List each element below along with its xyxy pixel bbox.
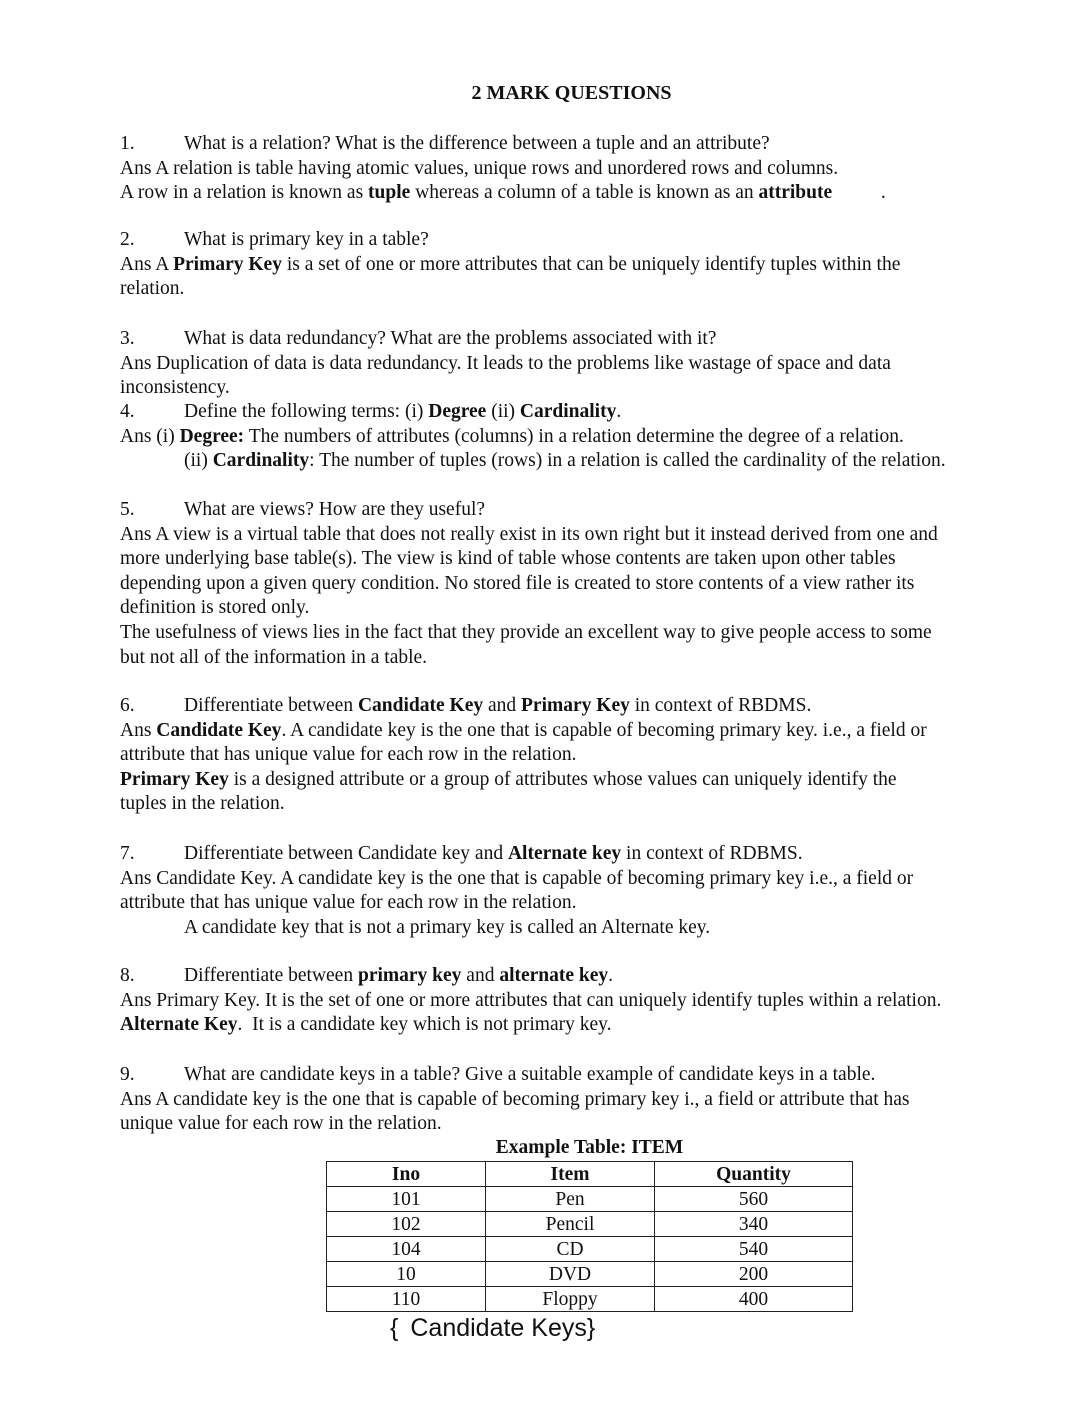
question-line [120,1063,1030,1088]
answer-line: (ii) Cardinality: The number of tuples (rows) in a relation is called the cardinality of the relation. [184,450,946,472]
question-line [120,964,1030,989]
question-number: 8. [120,965,135,986]
term-tuple: tuple [368,182,411,204]
question-number: 2. [120,229,135,250]
cell-quantity: 540 [655,1237,853,1262]
answer-line: depending upon a given query condition. No stored file is created to store contents of a view rather its [120,572,915,594]
answer-line: attribute that has unique value for each row in the relation. [120,892,577,914]
cell-ino: 102 [327,1212,486,1237]
answer-line: Ans A relation is table having atomic values, unique rows and unordered rows and columns. [120,157,839,179]
question-number: 6. [120,695,135,716]
question-line [120,498,1030,523]
question-text: What are views? How are they useful? [184,499,486,520]
question-text: Differentiate between primary key and alternate key. [184,965,614,986]
table-row [327,1212,853,1237]
question-text: Differentiate between Candidate key and Alternate key in context of RDBMS. [184,843,803,864]
question-line [120,842,1030,867]
question-text: Differentiate between Candidate Key and Primary Key in context of RBDMS. [184,695,812,716]
term-attribute: attribute [758,182,833,204]
cell-item: Pencil [486,1212,655,1237]
question-number: 4. [120,401,135,422]
answer-line: Primary Key is a designed attribute or a group of attributes whose values can uniquely identify the [120,768,897,790]
answer-line: Ans (i) Degree: The numbers of attributes (columns) in a relation determine the degree of a relation. [120,425,904,447]
answer-line: Ans Primary Key. It is the set of one or more attributes that can uniquely identify tuples within a relation. [120,989,942,1011]
cell-quantity: 400 [655,1287,853,1312]
question-line [120,694,1030,719]
question-text: Define the following terms: (i) Degree (ii) Cardinality. [184,401,622,422]
question-line [120,327,1030,352]
answer-line: relation. [120,278,185,300]
term-cardinality: Cardinality [212,450,310,472]
question-number: 3. [120,328,135,349]
cell-ino: 104 [327,1237,486,1262]
question-text: What is primary key in a table? [184,229,429,250]
answer-line: Alternate Key. It is a candidate key which is not primary key. [120,1014,612,1036]
question-5 [120,498,1030,670]
question-line [120,400,1030,425]
cell-ino: 101 [327,1187,486,1212]
term-candidate-key: Candidate Key [156,719,282,741]
question-6 [120,694,1030,817]
question-8 [120,964,1030,1038]
open-brace: { [390,1314,399,1342]
answer-line: Ans Candidate Key. A candidate key is the one that is capable of becoming primary key. i.e., a field or [120,719,927,741]
item-table [326,1161,853,1312]
term-alternate-key: Alternate Key [120,1014,238,1036]
answer-line: attribute that has unique value for each row in the relation. [120,744,577,766]
question-number: 1. [120,133,135,154]
term-degree: Degree: [179,425,245,447]
table-header-row [327,1162,853,1187]
question-3 [120,327,1030,401]
table-row [327,1187,853,1212]
term-primary-key: Primary Key [173,253,282,275]
question-line [120,132,1030,157]
column-header-ino: Ino [327,1162,486,1187]
answer-line: more underlying base table(s). The view is kind of table whose contents are taken upon other tables [120,548,896,570]
answer-line: inconsistency. [120,377,230,399]
column-header-quantity: Quantity [655,1162,853,1187]
question-number: 7. [120,843,135,864]
table-row [327,1237,853,1262]
cell-item: DVD [486,1262,655,1287]
question-9 [120,1063,1030,1137]
cell-ino: 110 [327,1287,486,1312]
table-row [327,1262,853,1287]
answer-line: Ans A Primary Key is a set of one or more attributes that can be uniquely identify tuples within the [120,253,901,275]
cell-item: CD [486,1237,655,1262]
answer-line: Ans A view is a virtual table that does not really exist in its own right but it instead derived from one and [120,523,938,545]
cell-ino: 10 [327,1262,486,1287]
cell-item: Pen [486,1187,655,1212]
candidate-keys-label [390,1316,595,1341]
question-4 [120,400,1030,474]
question-text: What are candidate keys in a table? Give a suitable example of candidate keys in a table. [184,1064,876,1085]
term-primary-key: Primary Key [120,768,229,790]
answer-line: The usefulness of views lies in the fact that they provide an excellent way to give people access to some [120,621,932,643]
column-header-item: Item [486,1162,655,1187]
answer-line: A candidate key that is not a primary key is called an Alternate key. [184,916,711,938]
cell-item: Floppy [486,1287,655,1312]
cell-quantity: 560 [655,1187,853,1212]
question-number: 5. [120,499,135,520]
answer-line: unique value for each row in the relation. [120,1113,442,1135]
question-text: What is a relation? What is the difference between a tuple and an attribute? [184,133,770,154]
cell-quantity: 340 [655,1212,853,1237]
question-1 [120,132,1030,206]
question-2 [120,228,1030,302]
question-text: What is data redundancy? What are the problems associated with it? [184,328,717,349]
close-brace: } [586,1314,596,1342]
page-title: 2 MARK QUESTIONS [471,82,672,104]
answer-line: Ans Duplication of data is data redundancy. It leads to the problems like wastage of space and data [120,352,891,374]
table-caption: Example Table: ITEM [495,1137,684,1158]
question-line [120,228,1030,253]
answer-line: A row in a relation is known as tuple whereas a column of a table is known as an attribute . [120,182,886,204]
answer-line: but not all of the information in a table. [120,646,428,668]
answer-line: Ans A candidate key is the one that is capable of becoming primary key i., a field or attribute that has [120,1088,910,1110]
question-number: 9. [120,1064,135,1085]
cell-quantity: 200 [655,1262,853,1287]
answer-line: tuples in the relation. [120,793,285,815]
answer-line: Ans Candidate Key. A candidate key is the one that is capable of becoming primary key i.e., a field or [120,867,914,889]
question-7 [120,842,1030,940]
candidate-keys-text: Candidate Keys [410,1314,587,1342]
answer-line: definition is stored only. [120,597,310,619]
table-row [327,1287,853,1312]
